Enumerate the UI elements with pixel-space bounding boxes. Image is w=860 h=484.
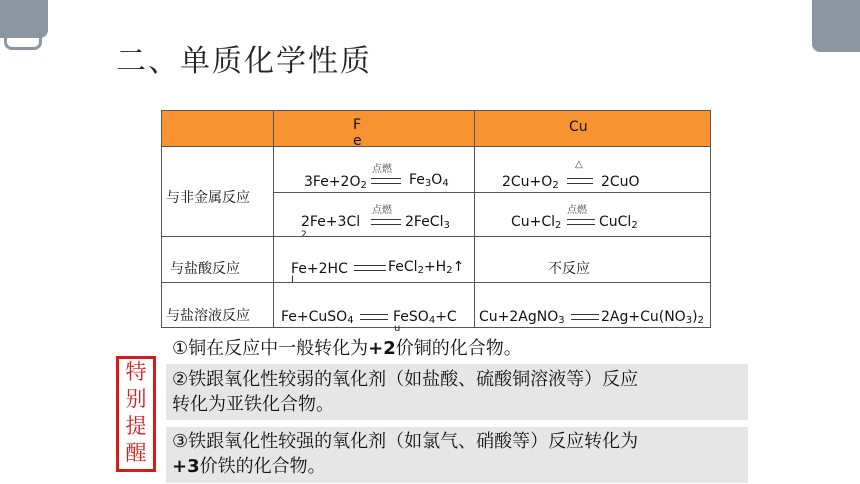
row-label-hcl: 与盐酸反应 xyxy=(170,261,240,277)
note-2-line-1: ②铁跟氧化性较弱的氧化剂（如盐酸、硫酸铜溶液等）反应 xyxy=(172,369,639,390)
fe-o2-lhs: $3Fe+2O_2$ xyxy=(304,174,367,191)
fe-cell xyxy=(273,282,475,334)
badge-char: 醒 xyxy=(125,441,147,465)
header-cu-label: Cu xyxy=(569,119,588,135)
fe-cuso4-lhs: Fe+CuSO$_4$ xyxy=(281,309,354,326)
cu-o2-rhs: 2CuO xyxy=(601,174,640,190)
fe-cl2-lhs-wrap: 2 xyxy=(301,230,307,240)
note-3-line-2: +3价铁的化合物。 xyxy=(172,456,326,477)
badge-char: 特 xyxy=(125,360,147,384)
fe-cell xyxy=(273,236,475,286)
row-label-cell xyxy=(161,236,274,283)
note-3 xyxy=(172,429,638,479)
corner-frame-top-left xyxy=(4,4,42,50)
fe-cl2-lhs: 2Fe+3Cl xyxy=(301,214,361,230)
note-1: ①铜在反应中一般转化为+2价铜的化合物。 xyxy=(172,338,522,359)
corner-frame-top-right xyxy=(822,4,860,50)
equals-sign xyxy=(371,219,401,225)
cu-o2-lhs: $2Cu+O_2$ xyxy=(502,174,559,191)
equals-sign xyxy=(567,178,593,184)
equals-sign xyxy=(571,314,599,320)
fe-cell xyxy=(273,146,475,193)
condition-ignite: 点燃 xyxy=(567,205,587,216)
page-title: 二、单质化学性质 xyxy=(116,44,372,79)
cu-cell xyxy=(474,146,711,193)
badge-char: 提 xyxy=(125,414,147,438)
fe-cuso4-rhs: FeSO$_4$+C xyxy=(393,309,457,326)
condition-ignite: 点燃 xyxy=(372,164,392,175)
row-label-nonmetal: 与非金属反应 xyxy=(166,190,250,206)
note-3-line-1: ③铁跟氧化性较强的氧化剂（如氯气、硝酸等）反应转化为 xyxy=(172,431,639,452)
note-2-line-2: 转化为亚铁化合物。 xyxy=(172,394,334,415)
cu-cl2-rhs: CuCl$_2$ xyxy=(599,214,638,231)
special-reminder-badge xyxy=(116,356,156,472)
cu-cl2-lhs: $Cu+Cl_2$ xyxy=(511,214,562,231)
condition-heat: △ xyxy=(575,159,583,170)
reaction-table xyxy=(161,110,711,334)
cu-agno3-lhs: Cu+2AgNO$_3$ xyxy=(479,309,565,326)
equals-sign xyxy=(567,219,595,225)
note-2 xyxy=(172,367,638,417)
cu-agno3-rhs: $2Ag+Cu(NO_3)_2$ xyxy=(601,309,704,326)
row-label-salt: 与盐溶液反应 xyxy=(166,308,250,324)
equals-sign xyxy=(371,178,401,184)
header-fe-label: Fe xyxy=(353,117,362,149)
fe-cl2-rhs: 2FeCl$_3$ xyxy=(405,214,450,231)
cu-hcl-result: 不反应 xyxy=(548,261,590,277)
fe-hcl-lhs-wrap: l xyxy=(291,275,294,286)
header-blank-cell xyxy=(161,110,274,147)
condition-ignite: 点燃 xyxy=(372,205,392,216)
fe-o2-rhs: $Fe_3O_4$ xyxy=(409,172,449,189)
equals-sign xyxy=(360,314,388,320)
header-fe-cell xyxy=(273,110,475,147)
fe-cuso4-rhs-wrap: u xyxy=(394,323,401,334)
cu-cell xyxy=(474,282,711,328)
badge-char: 别 xyxy=(125,387,147,411)
fe-cell xyxy=(273,192,475,240)
row-label-cell xyxy=(161,282,274,328)
row-label-cell xyxy=(161,146,274,237)
cu-cell xyxy=(474,236,711,283)
fe-hcl-lhs: Fe+2HC xyxy=(291,261,348,277)
header-cu-cell xyxy=(474,110,711,147)
fe-hcl-rhs: $FeCl_2+H_2↑$ xyxy=(388,259,465,276)
equals-sign xyxy=(354,265,386,271)
cu-cell xyxy=(474,192,711,237)
